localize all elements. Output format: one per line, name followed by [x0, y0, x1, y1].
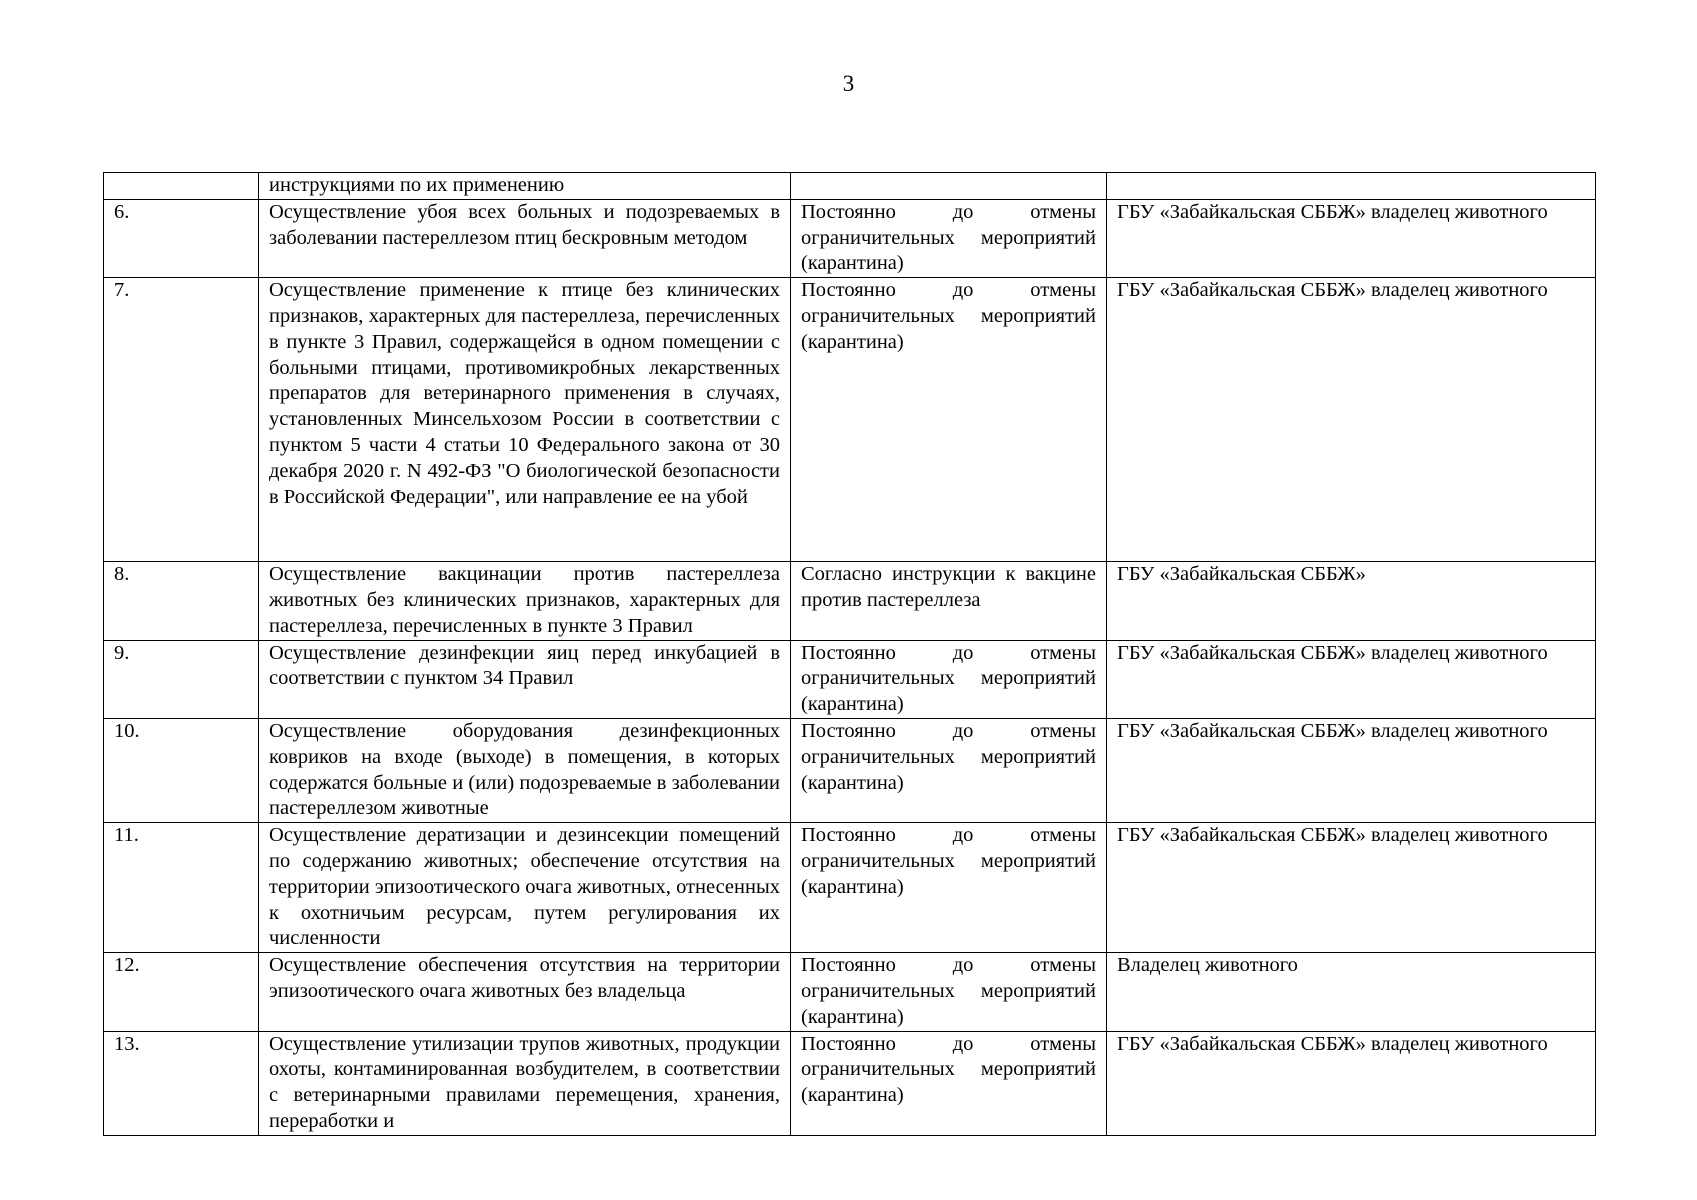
term-cell: Постоянно до отмены ограничительных мероприятий (карантина): [791, 640, 1107, 718]
table-row: [104, 640, 1596, 718]
measure-cell: Осуществление оборудования дезинфекционных ковриков на входе (выходе) в помещения, в которых содержатся больные и (или) подозреваемые в заболевании пастереллезом животные: [259, 718, 791, 822]
term-cell: Постоянно до отмены ограничительных мероприятий (карантина): [791, 278, 1107, 562]
row-number: 10.: [104, 718, 259, 822]
term-cell: Постоянно до отмены ограничительных мероприятий (карантина): [791, 718, 1107, 822]
term-cell: Постоянно до отмены ограничительных мероприятий (карантина): [791, 953, 1107, 1031]
row-number: 13.: [104, 1031, 259, 1135]
measure-cell: Осуществление обеспечения отсутствия на территории эпизоотического очага животных без владельца: [259, 953, 791, 1031]
table-row: [104, 953, 1596, 1031]
responsible-cell: ГБУ «Забайкальская СББЖ» владелец животного: [1107, 278, 1596, 562]
measures-table: [103, 172, 1596, 1136]
term-cell: Постоянно до отмены ограничительных мероприятий (карантина): [791, 823, 1107, 953]
measure-cell: Осуществление дезинфекции яиц перед инкубацией в соответствии с пунктом 34 Правил: [259, 640, 791, 718]
table-row: [104, 173, 1596, 200]
row-number: 7.: [104, 278, 259, 562]
measure-cell: Осуществление вакцинации против пастереллеза животных без клинических признаков, характерных для пастереллеза, перечисленных в пункте 3 Правил: [259, 562, 791, 640]
table-row: [104, 199, 1596, 277]
responsible-cell: ГБУ «Забайкальская СББЖ» владелец животного: [1107, 718, 1596, 822]
responsible-cell: Владелец животного: [1107, 953, 1596, 1031]
row-number: 8.: [104, 562, 259, 640]
table-row: [104, 562, 1596, 640]
measure-cell: Осуществление дератизации и дезинсекции помещений по содержанию животных; обеспечение отсутствия на территории эпизоотического очага животных, отнесенных к охотничьим ресурсам, путем регулирования их численности: [259, 823, 791, 953]
table-row: [104, 278, 1596, 562]
page-number: 3: [842, 71, 855, 96]
responsible-cell: ГБУ «Забайкальская СББЖ»: [1107, 562, 1596, 640]
term-cell: Постоянно до отмены ограничительных мероприятий (карантина): [791, 199, 1107, 277]
measure-cell: инструкциями по их применению: [259, 173, 791, 200]
measure-cell: Осуществление убоя всех больных и подозреваемых в заболевании пастереллезом птиц бескровным методом: [259, 199, 791, 277]
responsible-cell: ГБУ «Забайкальская СББЖ» владелец животного: [1107, 199, 1596, 277]
table-row: [104, 1031, 1596, 1135]
responsible-cell: [1107, 173, 1596, 200]
row-number: 11.: [104, 823, 259, 953]
responsible-cell: ГБУ «Забайкальская СББЖ» владелец животного: [1107, 1031, 1596, 1135]
table-row: [104, 718, 1596, 822]
table-row: [104, 823, 1596, 953]
responsible-cell: ГБУ «Забайкальская СББЖ» владелец животного: [1107, 823, 1596, 953]
row-number: 12.: [104, 953, 259, 1031]
responsible-cell: ГБУ «Забайкальская СББЖ» владелец животного: [1107, 640, 1596, 718]
measure-cell: Осуществление применение к птице без клинических признаков, характерных для пастереллеза, перечисленных в пункте 3 Правил, содержащейся в одном помещении с больными птицами, противомикробных лекарственных препаратов для ветеринарного применения в случаях, установленных Минсельхозом России в соответствии с пунктом 5 части 4 статьи 10 Федерального закона от 30 декабря 2020 г. N 492-ФЗ "О биологической безопасности в Российской Федерации", или направление ее на убой: [259, 278, 791, 562]
row-number: 9.: [104, 640, 259, 718]
row-number: [104, 173, 259, 200]
term-cell: Согласно инструкции к вакцине против пастереллеза: [791, 562, 1107, 640]
row-number: 6.: [104, 199, 259, 277]
measure-cell: Осуществление утилизации трупов животных, продукции охоты, контаминированная возбудителем, в соответствии с ветеринарными правилами перемещения, хранения, переработки и: [259, 1031, 791, 1135]
term-cell: [791, 173, 1107, 200]
term-cell: Постоянно до отмены ограничительных мероприятий (карантина): [791, 1031, 1107, 1135]
